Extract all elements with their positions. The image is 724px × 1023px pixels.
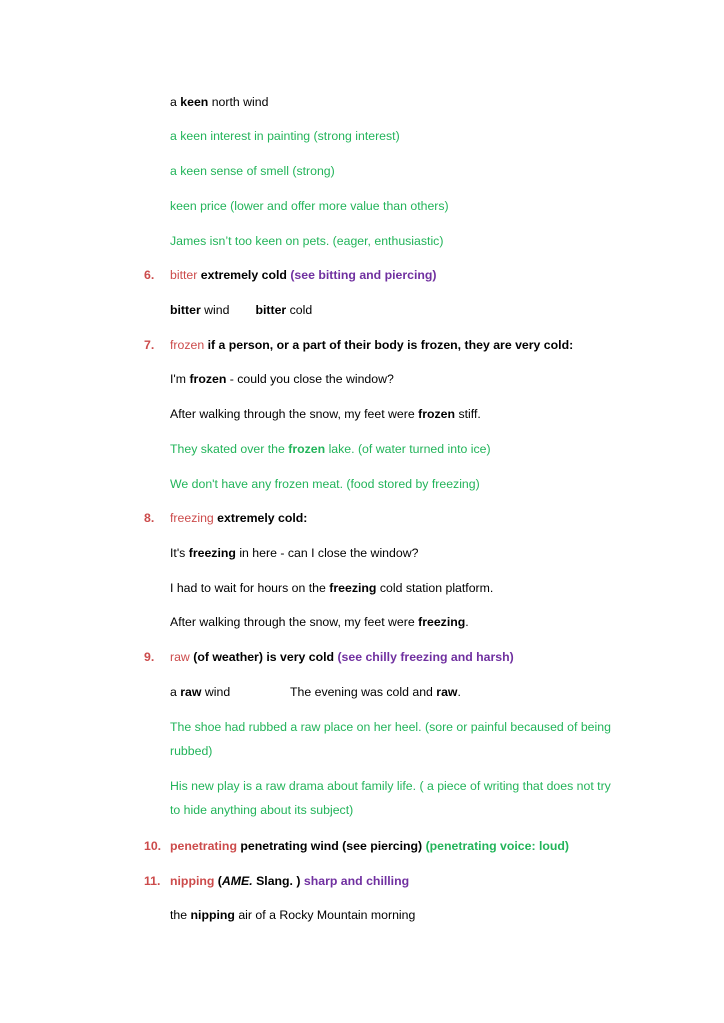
- example-line: [170, 406, 481, 422]
- text: I had to wait for hours on the: [170, 581, 330, 595]
- definition: if a person, or a part of their body is frozen, they are very cold:: [204, 338, 574, 352]
- text: The evening was cold and: [290, 685, 437, 699]
- entry-7: [144, 337, 573, 353]
- text: air of a Rocky Mountain morning: [234, 908, 416, 922]
- text: After walking through the snow, my feet were: [170, 615, 419, 629]
- headword: freezing: [170, 511, 214, 525]
- example-line: We don't have any frozen meat. (food stored by freezing): [170, 477, 480, 491]
- definition: (of weather) is very cold: [189, 650, 338, 664]
- headword: nipping: [170, 874, 215, 888]
- definition: extremely cold: [197, 268, 291, 282]
- keyword: bitter: [255, 303, 287, 317]
- text: They skated over the: [170, 442, 289, 456]
- example-line: [170, 371, 394, 387]
- text: lake. (of water turned into ice): [325, 442, 491, 456]
- usage-note: (penetrating voice: loud): [425, 839, 570, 853]
- example-line: keen price (lower and offer more value than others): [170, 199, 449, 213]
- keyword: bitter: [170, 303, 201, 317]
- example-line: [170, 302, 312, 318]
- example-line: The shoe had rubbed a raw place on her heel. (sore or painful becaused of being: [170, 720, 611, 734]
- headword: bitter: [170, 268, 198, 282]
- headword: penetrating: [170, 839, 237, 853]
- example-line: [170, 907, 415, 923]
- example-line: [170, 684, 230, 700]
- keyword: frozen: [288, 442, 326, 456]
- cross-reference: (see chilly freezing and harsh): [337, 650, 514, 664]
- headword: frozen: [170, 338, 205, 352]
- text: cold station platform.: [376, 581, 494, 595]
- entry-8: [144, 510, 307, 526]
- cross-reference: (see bitting and piercing): [290, 268, 437, 282]
- entry-number: 8.: [144, 511, 155, 525]
- text: It's: [170, 546, 189, 560]
- entry-11: [144, 873, 409, 889]
- example-line: [170, 441, 491, 457]
- keyword: frozen: [418, 407, 456, 421]
- text: I'm: [170, 372, 190, 386]
- register-label: Slang. ): [252, 874, 304, 888]
- definition: penetrating wind (see piercing): [236, 839, 426, 853]
- example-line: [170, 580, 493, 596]
- text: (: [214, 874, 222, 888]
- keyword: freezing: [188, 546, 236, 560]
- example-line: [290, 684, 461, 700]
- example-line: James isn’t too keen on pets. (eager, enthusiastic): [170, 234, 444, 248]
- example-line: His new play is a raw drama about family life. ( a piece of writing that does not try: [170, 779, 611, 793]
- text: wind: [201, 685, 231, 699]
- example-line: [170, 545, 418, 561]
- entry-9: [144, 649, 514, 665]
- example-line: to hide anything about its subject): [170, 803, 354, 817]
- entry-number: 6.: [144, 268, 155, 282]
- keyword: nipping: [190, 908, 235, 922]
- keyword: keen: [180, 95, 209, 109]
- example-line: rubbed): [170, 744, 213, 758]
- cross-reference: sharp and chilling: [303, 874, 410, 888]
- entry-number: 10.: [144, 839, 162, 853]
- example-line: [170, 614, 469, 630]
- entry-10: [144, 838, 569, 854]
- text: wind: [200, 303, 230, 317]
- example-line: [170, 94, 268, 110]
- example-line: a keen interest in painting (strong interest): [170, 129, 400, 143]
- text: After walking through the snow, my feet were: [170, 407, 419, 421]
- headword: raw: [170, 650, 190, 664]
- region-label: AME.: [221, 874, 253, 888]
- text: a: [170, 95, 181, 109]
- text: stiff.: [455, 407, 481, 421]
- text: north wind: [208, 95, 269, 109]
- entry-number: 7.: [144, 338, 155, 352]
- keyword: freezing: [329, 581, 377, 595]
- text: .: [457, 685, 461, 699]
- entry-number: 11.: [144, 874, 161, 888]
- entry-6: [144, 267, 437, 283]
- entry-number: 9.: [144, 650, 155, 664]
- keyword: raw: [436, 685, 458, 699]
- keyword: raw: [180, 685, 202, 699]
- text: .: [465, 615, 469, 629]
- text: in here - can I close the window?: [235, 546, 419, 560]
- definition: extremely cold:: [213, 511, 308, 525]
- keyword: frozen: [189, 372, 227, 386]
- example-line: a keen sense of smell (strong): [170, 164, 335, 178]
- text: a: [170, 685, 181, 699]
- text: - could you close the window?: [226, 372, 394, 386]
- text: cold: [286, 303, 313, 317]
- keyword: freezing: [418, 615, 466, 629]
- text: the: [170, 908, 191, 922]
